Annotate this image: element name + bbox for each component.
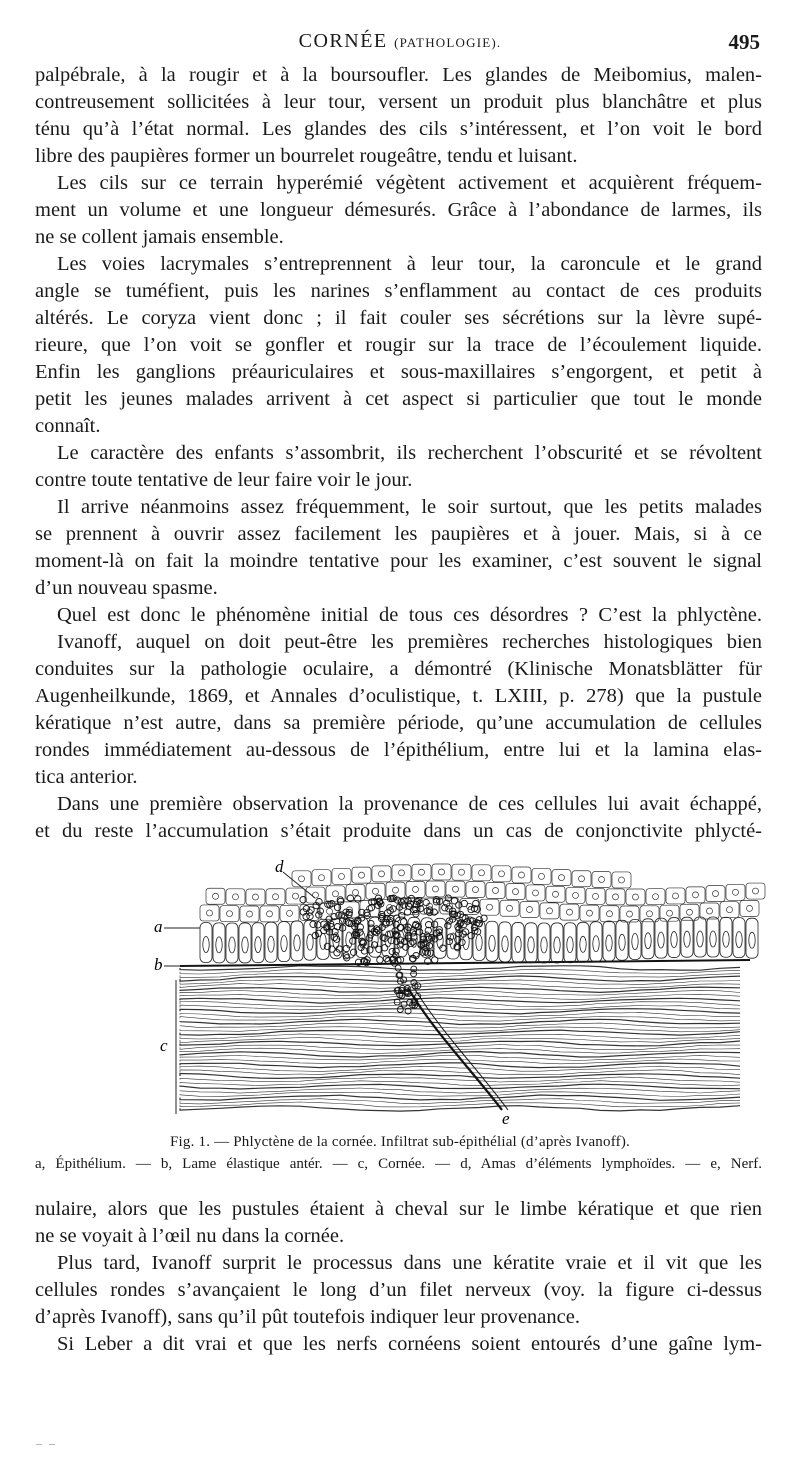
squamous-nucleus [459,869,465,875]
basal-cell [369,917,381,957]
squamous-nucleus [627,911,633,917]
basal-cell [616,920,628,960]
squamous-nucleus [687,909,693,915]
page-footer-marks: – – [36,1436,57,1450]
text-line: rieure, que l’on voit se gonfler et rougir sur la trace de l’écoulement liquide. [35,334,762,356]
squamous-nucleus [499,871,505,877]
basal-nucleus [619,934,625,950]
squamous-cell [720,902,739,918]
basal-cell [629,920,641,960]
squamous-nucleus [539,873,545,879]
basal-cell [486,921,498,961]
squamous-cell [292,871,311,887]
squamous-nucleus [359,872,365,878]
squamous-nucleus [753,888,759,894]
lymphoid-cell [343,945,349,951]
elastic-lamina [180,960,750,966]
basal-nucleus [567,937,573,953]
basal-nucleus [749,932,755,948]
figure-phlyctene-illustration [150,828,770,1128]
squamous-nucleus [433,886,439,892]
basal-cell [707,917,719,957]
basal-nucleus [671,932,677,948]
body-text-after-figure [35,1196,762,1358]
text-line: connaît. [35,415,101,437]
squamous-cell [492,866,511,882]
squamous-nucleus [727,907,733,913]
lymphoid-cell [451,898,457,904]
squamous-nucleus [707,908,713,914]
squamous-cell [346,885,365,901]
squamous-cell [572,871,591,887]
squamous-cell [200,905,219,921]
squamous-nucleus [273,894,279,900]
squamous-nucleus [747,905,753,911]
text-line: petit les jeunes malades arrivent à cet aspect si particulier que tout le monde [35,388,762,410]
basal-nucleus [541,937,547,953]
lymphoid-cell [395,965,401,971]
squamous-nucleus [573,892,579,898]
basal-nucleus [489,935,495,951]
stroma-fiber [180,1009,740,1014]
squamous-nucleus [579,876,585,882]
squamous-cell [566,887,585,903]
text-line: Enfin les ganglions préauriculaires et sous-maxillaires s’engorgent, et petit à [35,361,762,383]
label-b: b [154,955,163,974]
squamous-cell [280,905,299,921]
basal-nucleus [554,937,560,953]
squamous-cell [592,872,611,888]
basal-cell [200,923,212,963]
squamous-cell [372,866,391,882]
basal-nucleus [580,936,586,952]
running-head-main: CORNÉE [298,30,388,52]
squamous-nucleus [293,893,299,899]
squamous-cell [480,899,499,915]
squamous-nucleus [553,891,559,897]
squamous-cell [392,865,411,881]
squamous-cell [666,888,685,904]
basal-cell [694,917,706,957]
squamous-cell [586,888,605,904]
squamous-nucleus [667,910,673,916]
figure-caption-legend: a, Épithélium. — b, Lame élastique antér. — c, Cornée. — d, Amas d’éléments lymphoïdes. — e, Nerf. [35,1156,762,1172]
basal-nucleus [216,937,222,953]
lymphoid-cell [431,921,437,927]
squamous-nucleus [333,891,339,897]
basal-nucleus [645,933,651,949]
squamous-cell [606,889,625,905]
text-line: Le caractère des enfants s’assombrit, ils recherchent l’obscurité et se révoltent [57,442,762,464]
squamous-nucleus [527,907,533,913]
squamous-nucleus [653,894,659,900]
text-line: Augenheilkunde, 1869, et Annales d’oculistique, t. LXIII, p. 278) que la pustule [35,685,762,707]
stroma-fiber [180,1092,740,1097]
figure-labels [154,857,510,1128]
squamous-cell [286,888,305,904]
squamous-cell [426,881,445,897]
running-head-sub: (PATHOLOGIE). [394,35,502,50]
text-line: libre des paupières former un bourrelet rougeâtre, tendu et luisant. [35,145,578,167]
squamous-nucleus [207,910,213,916]
stroma-fiber [180,1066,740,1071]
squamous-nucleus [587,910,593,916]
stroma-fiber [180,966,740,970]
squamous-nucleus [287,910,293,916]
squamous-nucleus [713,891,719,897]
basal-nucleus [268,936,274,952]
squamous-cell [266,889,285,905]
squamous-nucleus [507,905,513,911]
basal-cell [538,923,550,963]
basal-cell [499,922,511,962]
squamous-nucleus [607,911,613,917]
basal-cell [642,919,654,959]
text-line: se prennent à ouvrir assez facilement les paupières et à jouer. Mais, si à ce [35,523,762,545]
squamous-nucleus [619,877,625,883]
basal-cell [213,923,225,963]
squamous-nucleus [473,887,479,893]
basal-nucleus [736,932,742,948]
squamous-cell [740,900,759,916]
basal-cell [577,922,589,962]
lymphoid-cell [377,957,383,963]
stroma-fiber [180,1074,740,1079]
squamous-cell [352,867,371,883]
text-line: altérés. Le coryza vient donc ; il fait couler ses sécrétions sur la lèvre supé- [35,307,762,329]
basal-cell [733,918,745,958]
basal-cell [746,918,758,958]
basal-cell [551,923,563,963]
squamous-cell [486,882,505,898]
stroma-fiber [180,990,740,995]
squamous-cell [526,885,545,901]
squamous-nucleus [393,887,399,893]
text-line: moment-là on fait la moindre tentative pour les examiner, c’est souvent le signal [35,550,762,572]
squamous-nucleus [399,870,405,876]
text-line: Les voies lacrymales s’entreprennent à leur tour, la caroncule et le grand [57,253,762,275]
squamous-nucleus [647,911,653,917]
squamous-cell [580,905,599,921]
text-line: Plus tard, Ivanoff surprit le processus dans une kératite vraie et il vit que les [57,1252,762,1274]
text-line: Dans une première observation la provenance de ces cellules lui avait échappé, [57,793,762,815]
basal-cell [252,923,264,963]
lymphoid-cell [355,896,361,902]
text-line: palpébrale, à la rougir et à la boursoufler. Les glandes de Meibomius, malen- [35,64,762,86]
basal-cell [278,922,290,962]
squamous-nucleus [479,870,485,876]
cornea-stroma [180,960,750,1111]
basal-cell [720,917,732,957]
basal-nucleus [723,931,729,947]
basal-cell [655,918,667,958]
text-line: contre toute tentative de leur faire voir le jour. [35,469,413,491]
text-line: cellules rondes s’avançaient le long d’un filet nerveux (voy. la figure ci-dessus [35,1279,762,1301]
squamous-nucleus [327,908,333,914]
squamous-cell [472,865,491,881]
basal-cell [603,921,615,961]
text-line: Il arrive néanmoins assez fréquemment, le soir surtout, que les petits malades [57,496,762,518]
squamous-cell [332,868,351,884]
label-c: c [160,1036,168,1055]
page-number: 495 [728,30,760,54]
squamous-cell [240,906,259,922]
squamous-nucleus [613,894,619,900]
basal-nucleus [528,937,534,953]
label-e: e [502,1109,510,1128]
basal-cell [525,923,537,963]
squamous-cell [546,886,565,902]
basal-cell [590,922,602,962]
squamous-nucleus [533,890,539,896]
squamous-cell [500,900,519,916]
text-line: contreusement sollicitées à leur tour, versent un produit plus blanchâtre et plus [35,91,762,113]
text-line: angle se tuméfient, puis les narines s’enflamment au contact de ces produits [35,280,762,302]
squamous-cell [552,870,571,886]
basal-nucleus [502,936,508,952]
lymphoid-cell [310,921,316,927]
epithelium-cells [200,864,765,963]
squamous-cell [506,884,525,900]
squamous-nucleus [267,911,273,917]
text-line: ment un volume et une longueur démesurés. Grâce à l’abondance de larmes, ils [35,199,762,221]
stroma-fiber [180,1027,740,1032]
squamous-nucleus [373,888,379,894]
squamous-cell [646,889,665,905]
squamous-cell [512,867,531,883]
basal-nucleus [255,937,261,953]
text-line: et du reste l’accumulation s’était produite dans un cas de conjonctivite phlycté- [35,820,762,842]
basal-cell [434,918,446,958]
squamous-cell [452,864,471,880]
basal-cell [681,917,693,957]
text-line: d’après Ivanoff), sans qu’il pût toutefois indiquer leur provenance. [35,1306,580,1328]
text-line: rondes immédiatement au-dessous de l’épithélium, entre lui et la lamina elas- [35,739,762,761]
basal-nucleus [710,931,716,947]
squamous-nucleus [227,911,233,917]
basal-nucleus [242,937,248,953]
squamous-cell [626,889,645,905]
squamous-cell [206,888,225,904]
squamous-nucleus [439,869,445,875]
squamous-cell [260,906,279,922]
squamous-nucleus [379,871,385,877]
basal-cell [668,918,680,958]
text-line: conduites sur la pathologie oculaire, a démontré (Klinische Monatsblätter für [35,658,762,680]
squamous-nucleus [319,875,325,881]
text-line: ne se voyait à l’œil nu dans la cornée. [35,1225,345,1247]
squamous-cell [600,906,619,922]
basal-cell [291,921,303,961]
squamous-cell [326,886,345,902]
squamous-nucleus [547,908,553,914]
squamous-cell [226,889,245,905]
squamous-cell [532,868,551,884]
squamous-nucleus [633,894,639,900]
squamous-cell [746,883,765,899]
squamous-nucleus [353,890,359,896]
basal-nucleus [684,931,690,947]
squamous-nucleus [487,904,493,910]
lymphoid-cell [476,920,482,926]
squamous-nucleus [253,894,259,900]
running-head-title [0,30,800,53]
squamous-nucleus [247,911,253,917]
squamous-cell [432,864,451,880]
figure-caption-title: Fig. 1. — Phlyctène de la cornée. Infiltrat sub-épithélial (d’après Ivanoff). [170,1134,630,1150]
squamous-nucleus [693,892,699,898]
lymphoid-cell [432,957,438,963]
text-line: kératique n’est autre, dans sa première période, qu’une accumulation de cellules [35,712,762,734]
basal-nucleus [606,935,612,951]
stroma-fiber [180,1063,740,1068]
text-line: ténu qu’à l’état normal. Les glandes des cils s’intéressent, et l’on voit le bord [35,118,762,140]
squamous-nucleus [519,872,525,878]
squamous-cell [560,904,579,920]
squamous-nucleus [567,909,573,915]
label-d: d [275,857,284,876]
basal-nucleus [476,935,482,951]
basal-nucleus [632,934,638,950]
squamous-cell [312,870,331,886]
basal-nucleus [515,936,521,952]
leader-d [283,872,315,898]
basal-cell [512,922,524,962]
squamous-nucleus [419,869,425,875]
basal-nucleus [203,937,209,953]
lymphoid-cell [423,899,429,905]
squamous-nucleus [413,886,419,892]
squamous-cell [412,864,431,880]
text-line: nulaire, alors que les pustules étaient à cheval sur le limbe kératique et que rien [35,1198,762,1220]
text-line: ne se collent jamais ensemble. [35,226,284,248]
squamous-nucleus [593,893,599,899]
stroma-fiber [180,1052,740,1058]
squamous-nucleus [599,877,605,883]
text-line: Si Leber a dit vrai et que les nerfs cornéens soient entourés d’une gaîne lym- [57,1333,762,1355]
basal-nucleus [229,937,235,953]
squamous-nucleus [493,887,499,893]
squamous-cell [700,903,719,919]
running-head [0,30,800,56]
squamous-nucleus [559,875,565,881]
squamous-nucleus [733,889,739,895]
squamous-nucleus [233,894,239,900]
squamous-cell [686,887,705,903]
squamous-nucleus [299,876,305,882]
squamous-cell [726,884,745,900]
text-line: Les cils sur ce terrain hyperémié végètent activement et acquièrent fréquem- [57,172,762,194]
squamous-cell [406,881,425,897]
text-line: Quel est donc le phénomène initial de tous ces désordres ? C’est la phlyctène. [57,604,762,626]
text-line: d’un nouveau spasme. [35,577,218,599]
squamous-nucleus [339,873,345,879]
squamous-nucleus [673,893,679,899]
basal-nucleus [593,936,599,952]
squamous-nucleus [513,889,519,895]
lymphoid-cell [397,1007,403,1013]
basal-cell [239,923,251,963]
basal-cell [564,923,576,963]
squamous-cell [520,902,539,918]
squamous-nucleus [453,886,459,892]
squamous-cell [466,882,485,898]
text-line: tica anterior. [35,766,138,788]
squamous-cell [220,906,239,922]
squamous-cell [246,889,265,905]
basal-cell [226,923,238,963]
squamous-nucleus [213,893,219,899]
label-a: a [154,917,163,936]
basal-cell [265,922,277,962]
basal-nucleus [658,932,664,948]
text-line: Ivanoff, auquel on doit peut-être les premières recherches histologiques bien [57,631,762,653]
basal-nucleus [294,935,300,951]
basal-nucleus [697,931,703,947]
squamous-cell [540,903,559,919]
body-text-before-figure [35,62,762,845]
squamous-cell [612,872,631,888]
basal-nucleus [281,936,287,952]
squamous-cell [706,886,725,902]
phlyctene-drawing [150,828,770,1128]
